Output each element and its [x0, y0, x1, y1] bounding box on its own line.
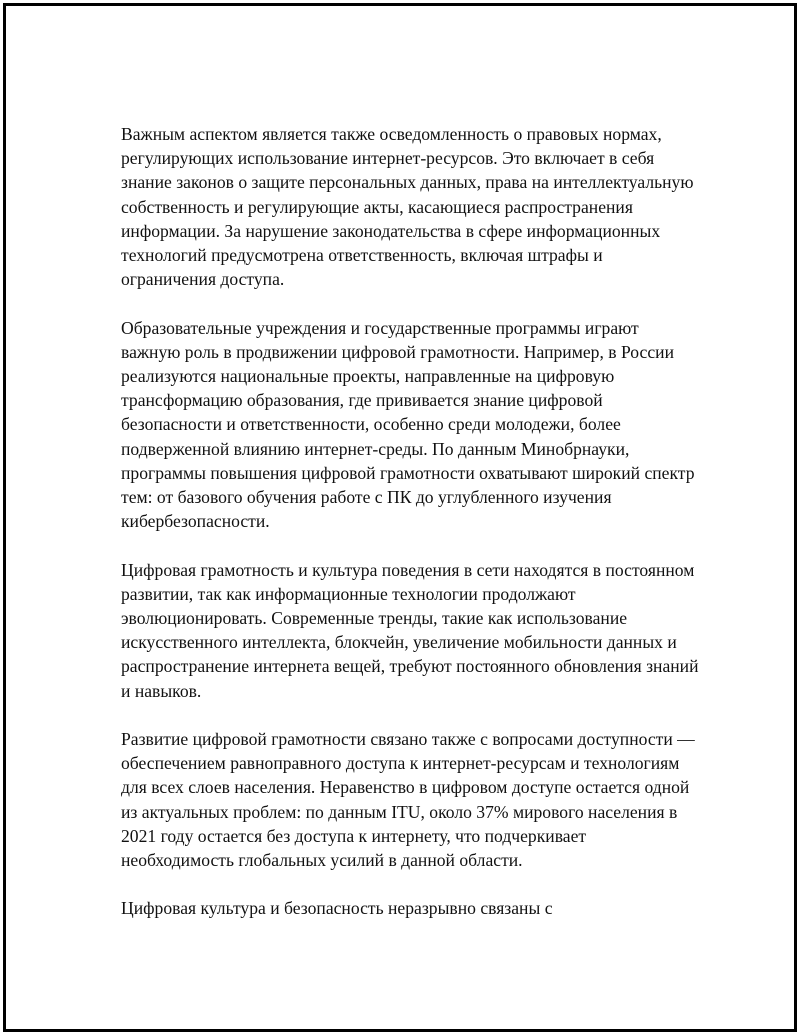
document-body [121, 122, 699, 945]
paragraph-education-programs: Образовательные учреждения и государственные программы играют важную роль в продвижении цифровой грамотности. Например, в России реализуются национальные проекты, направленные на цифровую трансформацию образования, где прививается знание цифровой безопасности и ответственности, особенно среди молодежи, более подверженной влиянию интернет-среды. По данным Минобрнауки, программы повышения цифровой грамотности охватывают широкий спектр тем: от базового обучения работе с ПК до углубленного изучения кибербезопасности. [121, 317, 695, 532]
paragraph-technology-trends: Цифровая грамотность и культура поведения в сети находятся в постоянном развитии, так как информационные технологии продолжают эволюционировать. Современные тренды, такие как использование искусственного интеллекта, блокчейн, увеличение мобильности данных и распространение интернета вещей, требуют постоянного обновления знаний и навыков. [121, 559, 699, 701]
paragraph-culture-security: Цифровая культура и безопасность неразрывно связаны с [121, 898, 553, 919]
page-frame [3, 3, 797, 1032]
paragraph-digital-access: Развитие цифровой грамотности связано также с вопросами доступности — обеспечением равноправного доступа к интернет-ресурсам и технологиям для всех слоев населения. Неравенство в цифровом доступе остается одной из актуальных проблем: по данным ITU, около 37% мирового населения в 2021 году остается без доступа к интернету, что подчеркивает необходимость глобальных усилий в данной области. [121, 729, 695, 871]
paragraph-legal-awareness: Важным аспектом является также осведомленность о правовых нормах, регулирующих использование интернет-ресурсов. Это включает в себя знание законов о защите персональных данных, права на интеллектуальную собственность и регулирующие акты, касающиеся распространения информации. За нарушение законодательства в сфере информационных технологий предусмотрена ответственность, включая штрафы и ограничения доступа. [121, 124, 694, 290]
